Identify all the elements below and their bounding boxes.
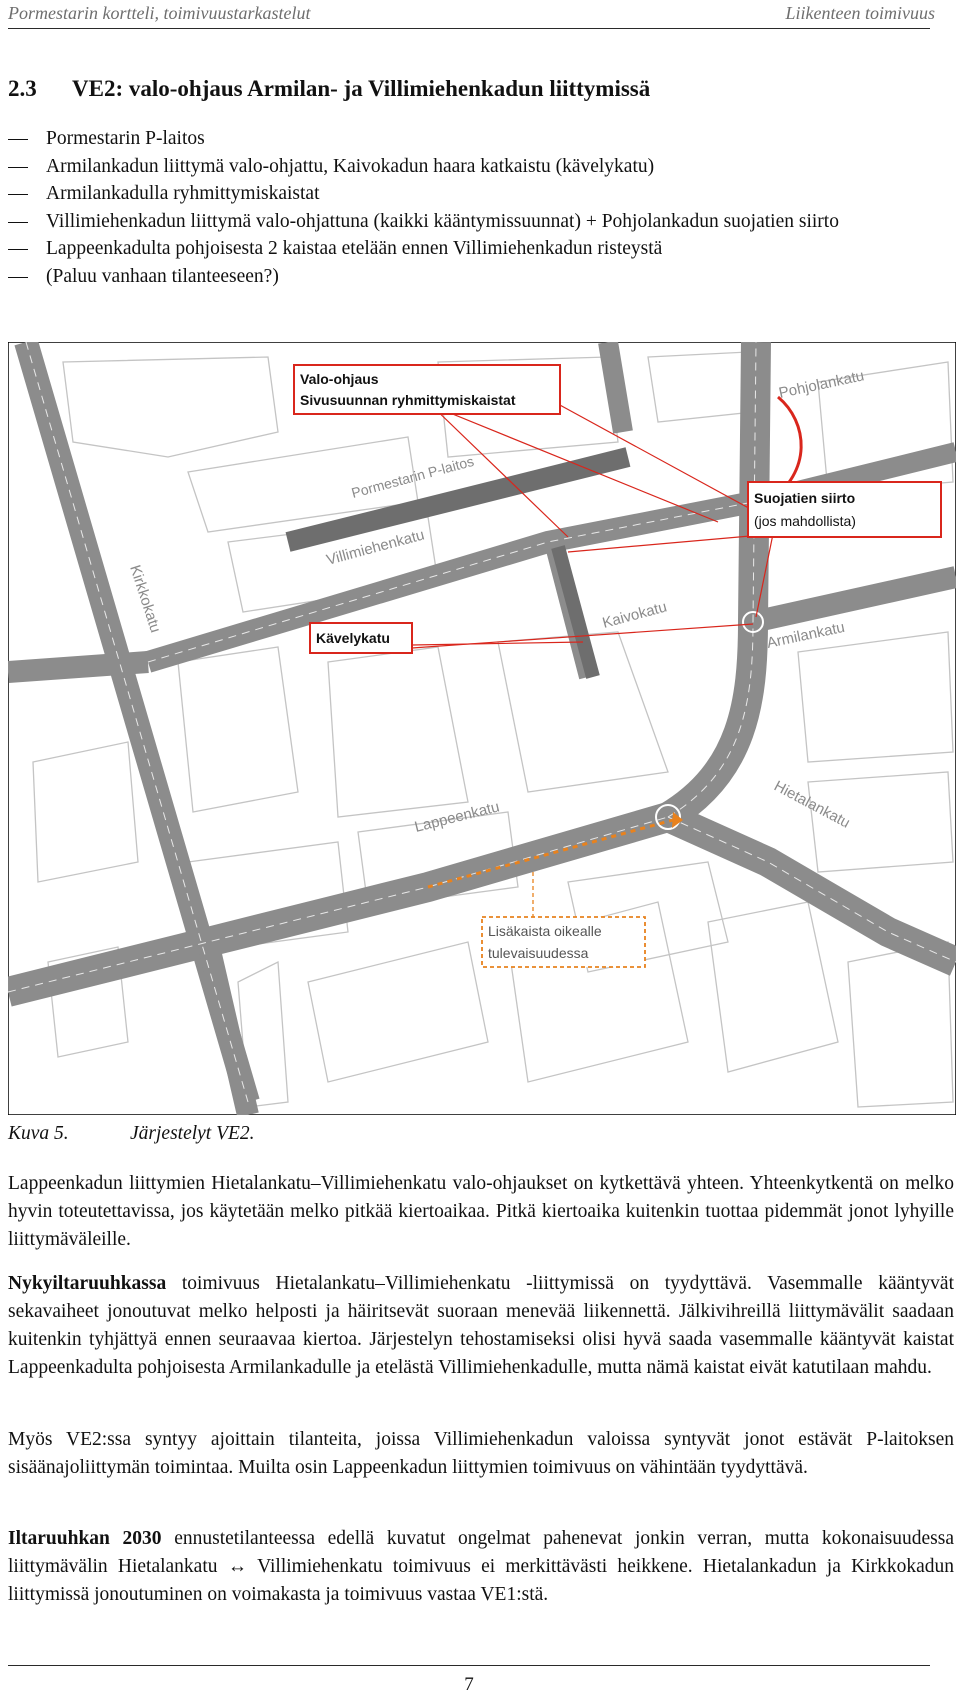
section-number: 2.3 (8, 76, 37, 101)
paragraph-lead-bold: Nykyiltaruuhkassa (8, 1273, 167, 1294)
list-item: Pormestarin P-laitos (8, 125, 933, 153)
paragraph: Lappeenkadun liittymien Hietalankatu–Villimiehenkatu valo-ohjaukset on kytkettävä yhteen. Yhteenkytkentä on melko hyvin toteutettavissa, jos käytetään melko pitkää kiertoaikaa. Pitkä kiertoaika kuitenkin tuottaa pidemmät jonot lyhyille liittymäväleille. (8, 1173, 954, 1250)
paragraph (8, 1525, 954, 1609)
callout-kavelykatu (310, 623, 412, 653)
paragraph: Myös VE2:ssa syntyy ajoittain tilanteita, joissa Villimiehenkadun valoissa syntyvät jonot estävät P-laitoksen sisäänajoliittymän toimintaa. Muilta osin Lappeenkadun liittymien toimivuus on vähintään tyydyttävä. (8, 1429, 954, 1478)
header-rule (8, 28, 930, 29)
page-number: 7 (464, 1674, 474, 1695)
header-document-title: Pormestarin kortteli, toimivuustarkastelut (8, 3, 311, 23)
list-item: (Paluu vanhaan tilanteeseen?) (8, 263, 933, 291)
street-label-hietalankatu: Hietalankatu (771, 777, 853, 832)
page-footer (8, 1665, 930, 1696)
callout-valo-line1: Valo-ohjaus (300, 371, 379, 387)
section-heading (8, 76, 650, 102)
figure-caption (8, 1123, 255, 1145)
caption-text: Järjestelyt VE2. (130, 1123, 255, 1144)
caption-label: Kuva 5. (8, 1123, 69, 1144)
page-header (0, 0, 960, 30)
street-label-kaivokatu: Kaivokatu (600, 598, 669, 632)
paragraph-body: ennustetilanteessa edellä kuvatut ongelmat pahenevat jonkin verran, mutta kokonaisuudessa liittymävälin Hietalankatu ↔ Villimiehenkatu toimivuus ei merkittävästi heikkene. Hietalankadun ja Kirkkokadun liittymissä jonoutuminen on voimakasta ja toimivuus vastaa VE1:stä. (8, 1528, 954, 1605)
bullet-list (8, 125, 933, 290)
callout-lisakaista (482, 917, 645, 967)
callout-suojatien (748, 482, 941, 537)
street-map (8, 342, 956, 1115)
street-label-pormestarin: Pormestarin P-laitos (349, 452, 476, 501)
section-title: VE2: valo-ohjaus Armilan- ja Villimiehenkadun liittymissä (72, 76, 651, 101)
street-label-pohjolankatu: Pohjolankatu (777, 367, 866, 402)
street-label-villimiehenkatu: Villimiehenkatu (324, 526, 427, 569)
header-chapter-title: Liikenteen toimivuus (785, 3, 935, 23)
callout-suojatien-line1: Suojatien siirto (754, 490, 856, 506)
street-map-figure (8, 342, 956, 1115)
callout-kavelykatu-text: Kävelykatu (316, 630, 390, 646)
callout-valo-line2: Sivusuunnan ryhmittymiskaistat (300, 392, 516, 408)
callout-lisakaista-line2: tulevaisuudessa (488, 945, 589, 961)
callout-lisakaista-line1: Lisäkaista oikealle (488, 923, 602, 939)
list-item: Lappeenkadulta pohjoisesta 2 kaistaa etelään ennen Villimiehenkadun risteystä (8, 235, 933, 263)
paragraph-lead-bold: Iltaruuhkan 2030 (8, 1528, 162, 1549)
list-item: Armilankadun liittymä valo-ohjattu, Kaivokadun haara katkaistu (kävelykatu) (8, 153, 933, 181)
callout-suojatien-line2: (jos mahdollista) (754, 513, 856, 529)
street-label-armilankatu: Armilankatu (765, 618, 847, 652)
callout-valo-ohjaus (294, 365, 560, 414)
street-label-kirkkokatu: Kirkkokatu (126, 562, 165, 635)
list-item: Armilankadulla ryhmittymiskaistat (8, 180, 933, 208)
paragraph-body: toimivuus Hietalankatu–Villimiehenkatu -liittymissä on tyydyttävä. Vasemmalle kääntyvät sekavaiheet jonoutuvat melko helposti ja häiritsevät suoraan menevää liikennettä. Jälkivihreillä liittymävälit saadaan kuitenkin tyhjättyä ennen seuraavaa kiertoa. Järjestelyn tehostamiseksi olisi hyvä saada vasemmalle kääntyvät kaistat Lappeenkadulta pohjoisesta Armilankadulle ja etelästä Villimiehenkadulle, mutta nämä kaistat eivät katutilaan mahdu. (8, 1273, 954, 1378)
street-label-lappeenkatu: Lappeenkatu (412, 798, 502, 836)
footer-rule (8, 1665, 930, 1666)
paragraph (8, 1270, 954, 1382)
list-item: Villimiehenkadun liittymä valo-ohjattuna (kaikki kääntymissuunnat) + Pohjolankadun suojatien siirto (8, 208, 933, 236)
